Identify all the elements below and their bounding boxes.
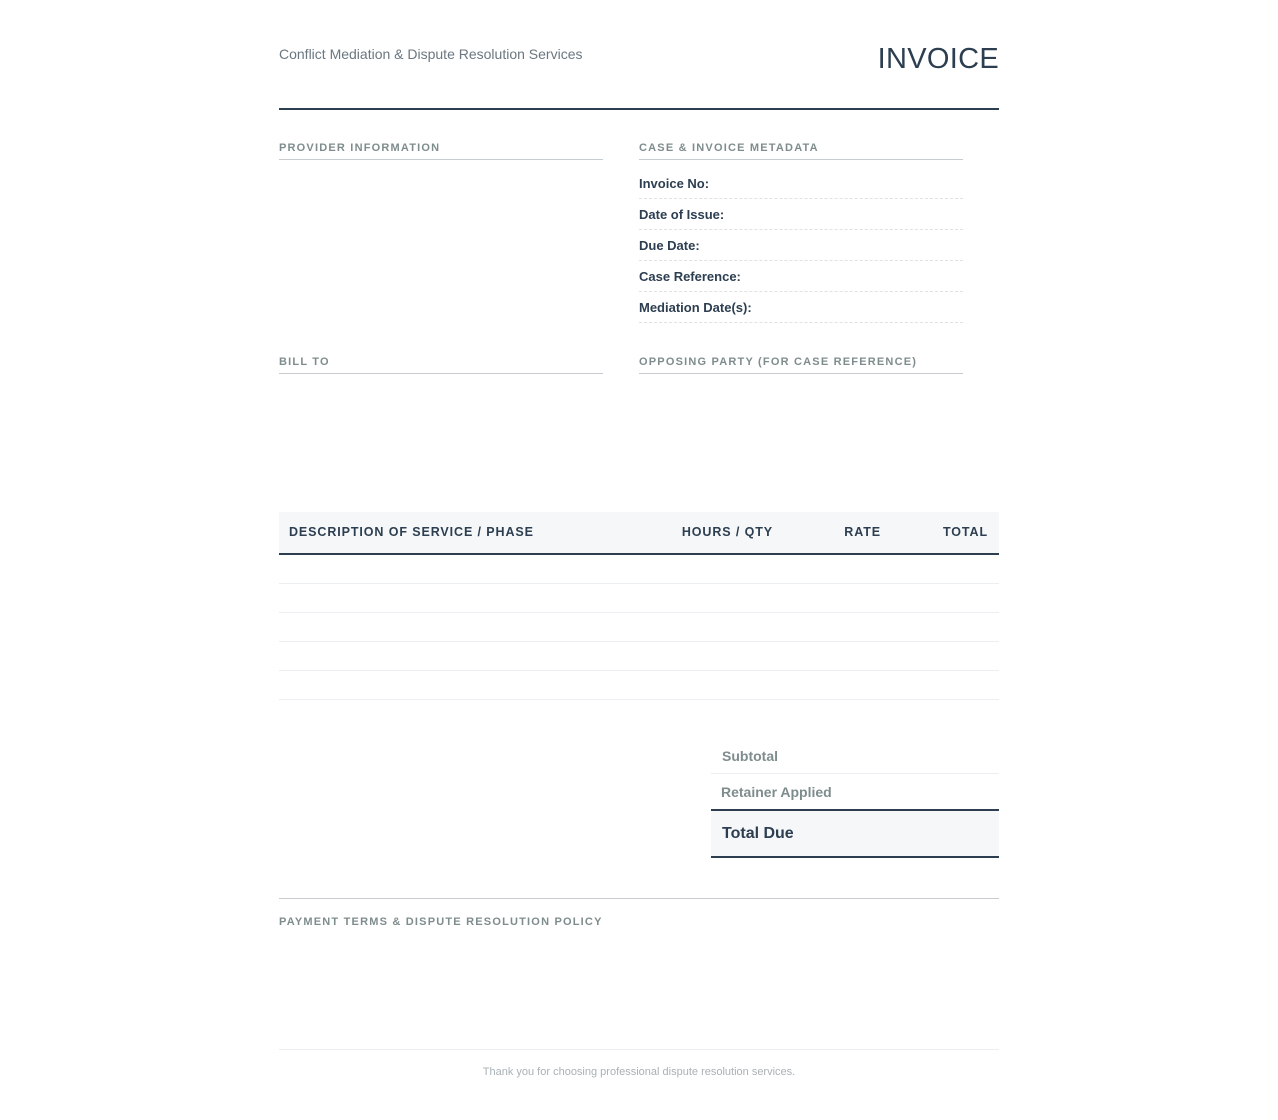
table-row xyxy=(279,642,999,671)
table-row xyxy=(279,555,999,584)
column-header-rate: RATE xyxy=(844,525,881,539)
opposing-party-heading: OPPOSING PARTY (FOR CASE REFERENCE) xyxy=(639,356,963,374)
subtotal-row xyxy=(711,739,999,774)
metadata-label: Mediation Date(s): xyxy=(639,300,752,315)
column-header-hours-qty: HOURS / QTY xyxy=(681,525,773,539)
table-header xyxy=(279,512,999,555)
metadata-row-case-reference xyxy=(639,262,963,292)
invoice-page xyxy=(279,0,999,1120)
column-header-description: DESCRIPTION OF SERVICE / PHASE xyxy=(289,525,534,539)
line-items-table xyxy=(279,512,999,700)
metadata-label: Date of Issue: xyxy=(639,207,725,222)
totals-block xyxy=(711,739,999,858)
total-due-row xyxy=(711,809,999,858)
invoice-title: INVOICE xyxy=(877,43,999,75)
bill-to-heading: BILL TO xyxy=(279,356,603,374)
column-header-total: TOTAL xyxy=(942,525,988,539)
table-row xyxy=(279,584,999,613)
total-due-label: Total Due xyxy=(722,824,794,842)
metadata-row-invoice-no xyxy=(639,169,963,199)
metadata-label: Case Reference: xyxy=(639,269,741,284)
table-row xyxy=(279,671,999,700)
subtotal-label: Subtotal xyxy=(722,748,778,764)
metadata-row-mediation-dates xyxy=(639,293,963,323)
metadata-list xyxy=(639,169,963,324)
metadata-label: Invoice No: xyxy=(639,176,710,191)
footer-note: Thank you for choosing professional dispute resolution services. xyxy=(482,1066,796,1078)
provider-info-heading: PROVIDER INFORMATION xyxy=(279,142,603,160)
payment-terms-heading: PAYMENT TERMS & DISPUTE RESOLUTION POLICY xyxy=(279,916,603,928)
policy-divider xyxy=(279,898,999,899)
metadata-row-date-of-issue xyxy=(639,200,963,230)
retainer-applied-label: Retainer Applied xyxy=(721,783,832,800)
retainer-row xyxy=(711,774,999,809)
metadata-row-due-date xyxy=(639,231,963,261)
metadata-label: Due Date: xyxy=(639,238,700,253)
header-divider xyxy=(279,108,999,110)
table-row xyxy=(279,613,999,642)
case-metadata-heading: CASE & INVOICE METADATA xyxy=(639,142,963,160)
company-name: Conflict Mediation & Dispute Resolution Services xyxy=(279,46,583,62)
footer-divider xyxy=(279,1049,999,1050)
